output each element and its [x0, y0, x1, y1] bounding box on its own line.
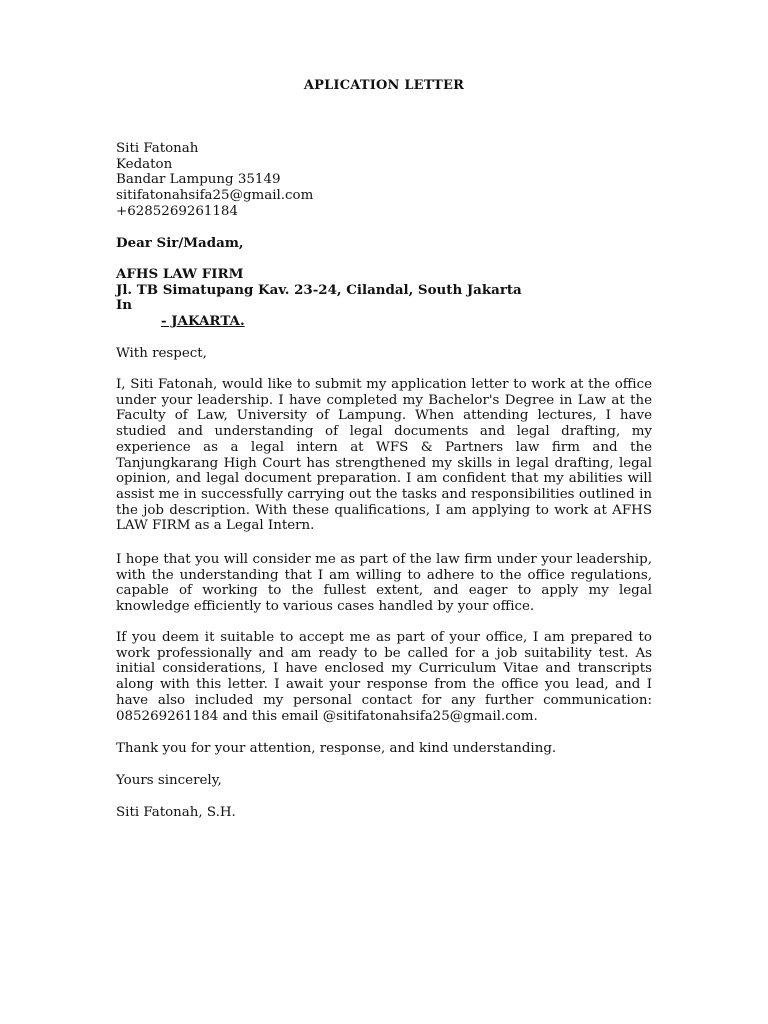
- opening-salutation: With respect,: [116, 346, 207, 361]
- recipient-address: Jl. TB Simatupang Kav. 23-24, Cilandal, South Jakarta: [116, 281, 522, 298]
- body-paragraph-2: I hope that you will consider me as part of the law firm under your leadership, with the understanding that I am willing to adhere to the office regulations, capable of working to the fullest extent, and eager to apply my legal knowledge efficiently to various cases handled by your office.: [116, 552, 652, 615]
- letter-title: APLICATION LETTER: [303, 78, 465, 93]
- recipient-block: [116, 267, 652, 330]
- sender-name: Siti Fatonah: [116, 141, 199, 156]
- sender-district: Kedaton: [116, 156, 173, 172]
- sender-city: Bandar Lampung 35149: [116, 172, 281, 188]
- thanks-line: Thank you for your attention, response, and kind understanding.: [116, 741, 557, 756]
- body-paragraph-3: If you deem it suitable to accept me as part of your office, I am prepared to work professionally and am ready to be called for a job suitability test. As initial considerations, I have enclosed my Curriculum Vitae and transcripts along with this letter. I await your response from the office you lead, and I have also included my personal contact for any further communication: 085269261184 and this email @sitifatonahsifa25@gmail.com.: [116, 630, 652, 724]
- greeting: Dear Sir/Madam,: [116, 235, 244, 251]
- recipient-in-label: In: [116, 297, 132, 314]
- sender-address-block: [116, 141, 652, 220]
- sender-phone: +6285269261184: [116, 203, 238, 219]
- recipient-city: - JAKARTA.: [161, 313, 245, 330]
- body-paragraph-1: I, Siti Fatonah, would like to submit my application letter to work at the office under your leadership. I have completed my Bachelor's Degree in Law at the Faculty of Law, University of Lampung. When attending lectures, I have studied and understanding of legal documents and legal drafting, my experience as a legal intern at WFS & Partners law firm and the Tanjungkarang High Court has strengthened my skills in legal drafting, legal opinion, and legal document preparation. I am confident that my abilities will assist me in successfully carrying out the tasks and responsibilities outlined in the job description. With these qualifications, I am applying to work at AFHS LAW FIRM as a Legal Intern.: [116, 377, 652, 534]
- recipient-company: AFHS LAW FIRM: [116, 266, 244, 282]
- signature: Siti Fatonah, S.H.: [116, 805, 236, 820]
- sender-email: sitifatonahsifa25@gmail.com: [116, 188, 314, 204]
- closing-line: Yours sincerely,: [116, 773, 222, 788]
